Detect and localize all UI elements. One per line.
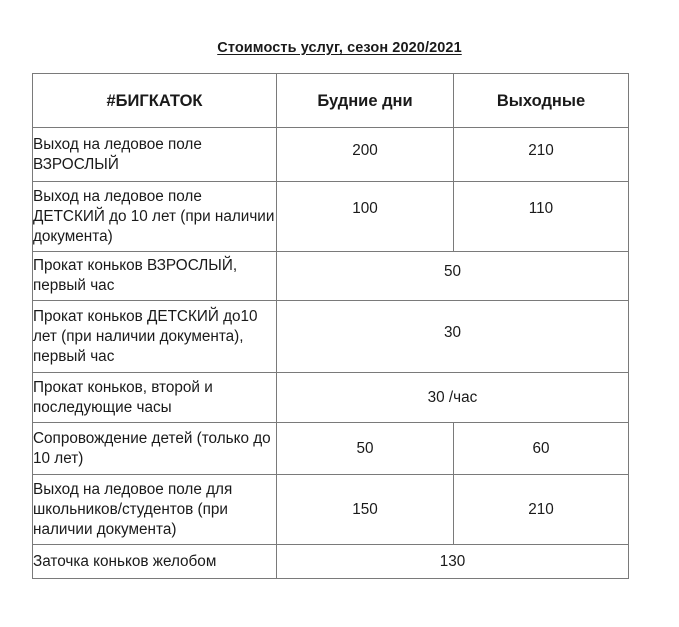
table-row	[33, 475, 629, 545]
weekend-price-value: 110	[528, 199, 554, 217]
weekday-price	[277, 475, 454, 545]
table-row	[33, 545, 629, 579]
price-both	[277, 545, 629, 579]
weekday-price	[277, 423, 454, 475]
service-name: Прокат коньков ВЗРОСЛЫЙ, первый час	[33, 252, 277, 301]
price-both-value: 50	[443, 263, 461, 280]
table-header-row	[33, 74, 629, 128]
service-name: Сопровождение детей (только до 10 лет)	[33, 423, 277, 475]
service-name: Прокат коньков ДЕТСКИЙ до10 лет (при наличии документа), первый час	[33, 301, 277, 373]
weekend-price	[454, 475, 629, 545]
price-both-value: 130	[439, 552, 466, 570]
document-title: Стоимость услуг, сезон 2020/2021	[217, 40, 462, 56]
price-both	[277, 373, 629, 423]
weekday-price-value: 100	[352, 199, 378, 217]
table-row	[33, 423, 629, 475]
header-service: #БИГКАТОК	[33, 74, 277, 128]
table-row	[33, 182, 629, 252]
weekday-price-value: 50	[356, 439, 374, 457]
service-name: Выход на ледовое поле для школьников/студентов (при наличии документа)	[33, 475, 277, 545]
weekend-price-value: 60	[532, 439, 550, 457]
header-weekdays: Будние дни	[277, 74, 454, 128]
header-weekends: Выходные	[454, 74, 629, 128]
service-name: Выход на ледовое поле ДЕТСКИЙ до 10 лет (при наличии документа)	[33, 182, 277, 252]
weekday-price-value: 200	[352, 141, 378, 159]
weekday-price	[277, 128, 454, 182]
table-row	[33, 373, 629, 423]
table-row	[33, 301, 629, 373]
table-row	[33, 252, 629, 301]
weekday-price	[277, 182, 454, 252]
price-both-value: 30	[443, 323, 461, 341]
weekend-price-value: 210	[528, 141, 554, 159]
service-name: Заточка коньков желобом	[33, 545, 277, 579]
weekend-price	[454, 423, 629, 475]
service-name: Выход на ледовое поле ВЗРОСЛЫЙ	[33, 128, 277, 182]
table-row	[33, 128, 629, 182]
weekend-price-value: 210	[528, 500, 554, 518]
weekday-price-value: 150	[352, 500, 378, 518]
weekend-price	[454, 182, 629, 252]
price-both	[277, 252, 629, 301]
price-table	[32, 73, 629, 579]
weekend-price	[454, 128, 629, 182]
service-name: Прокат коньков, второй и последующие часы	[33, 373, 277, 423]
price-both-value: 30 /час	[427, 388, 478, 406]
price-both	[277, 301, 629, 373]
